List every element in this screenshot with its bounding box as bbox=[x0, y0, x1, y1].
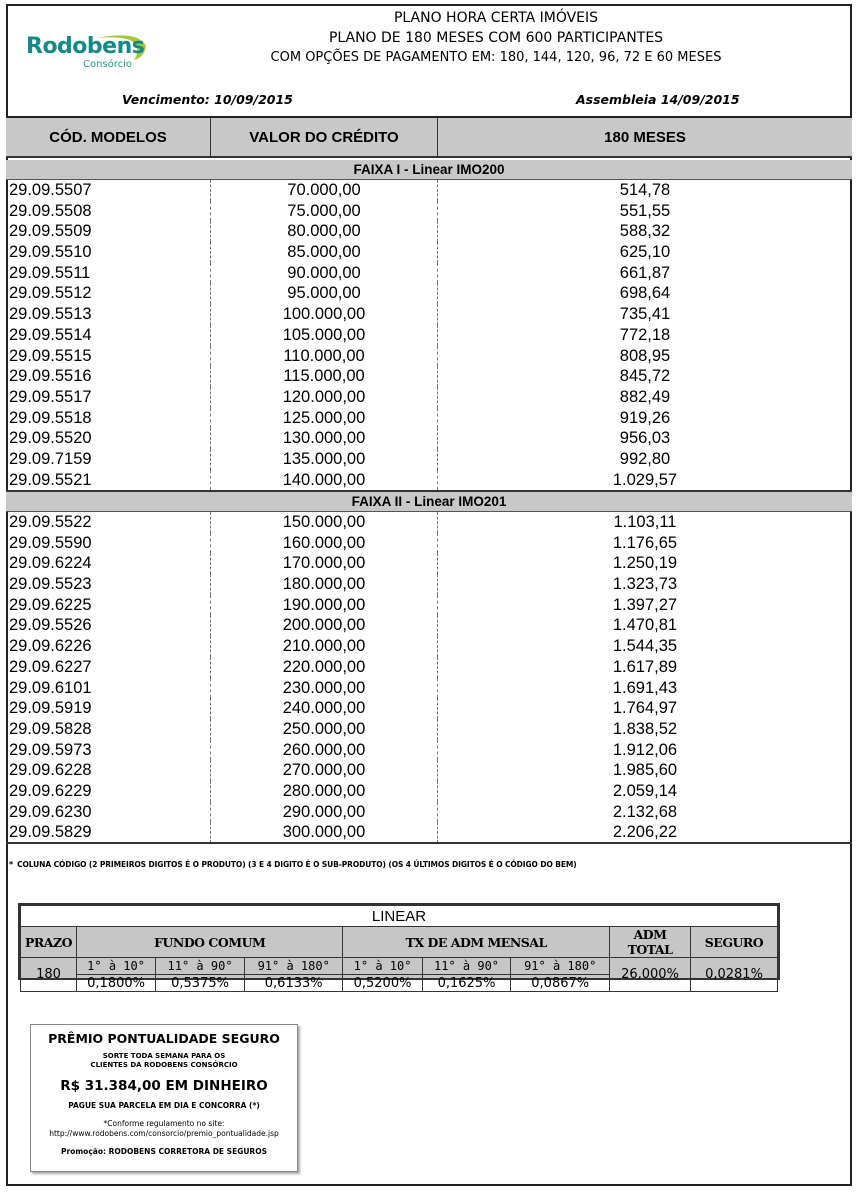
installment-180: 1.838,52 bbox=[612, 719, 678, 738]
installment-180: 661,87 bbox=[619, 263, 671, 282]
table-row bbox=[6, 221, 852, 242]
installment-180: 2.206,22 bbox=[612, 823, 678, 842]
model-code: 29.09.5526 bbox=[6, 615, 211, 636]
installment-180: 1.176,65 bbox=[612, 533, 678, 552]
model-code: 29.09.5507 bbox=[6, 180, 211, 201]
credit-value: 115.000,00 bbox=[211, 366, 438, 387]
model-code: 29.09.5518 bbox=[6, 408, 211, 429]
credit-value: 200.000,00 bbox=[211, 615, 438, 636]
model-code: 29.09.5509 bbox=[6, 221, 211, 242]
fundo-value: 0,5375% bbox=[156, 975, 245, 992]
fundo-range: 11° à 90° bbox=[156, 958, 245, 975]
model-code: 29.09.6228 bbox=[6, 760, 211, 781]
faixa-1-band: FAIXA I - Linear IMO200 bbox=[6, 160, 852, 180]
table-row bbox=[6, 470, 852, 491]
installment-180: 1.764,97 bbox=[612, 699, 678, 718]
installment-180: 956,03 bbox=[619, 429, 671, 448]
document-header bbox=[6, 4, 852, 118]
table-row bbox=[6, 180, 852, 201]
table-row bbox=[6, 553, 852, 574]
installment-180: 845,72 bbox=[619, 367, 671, 386]
logo-brand: Rodobens bbox=[26, 34, 145, 59]
model-code: 29.09.5521 bbox=[6, 470, 211, 491]
tx-range: 11° à 90° bbox=[422, 958, 511, 975]
title-line-1: PLANO HORA CERTA IMÓVEIS bbox=[393, 10, 599, 26]
credit-value: 135.000,00 bbox=[211, 449, 438, 470]
table-row bbox=[6, 346, 852, 367]
table-row bbox=[6, 533, 852, 554]
fundo-value: 0,6133% bbox=[244, 975, 343, 992]
installment-180: 1.029,57 bbox=[612, 470, 678, 489]
model-code: 29.09.5508 bbox=[6, 201, 211, 222]
adm-total-header: ADM TOTAL bbox=[610, 927, 691, 958]
table-row bbox=[6, 242, 852, 263]
table-row bbox=[6, 698, 852, 719]
premio-amount: R$ 31.384,00 EM DINHEIRO bbox=[60, 1078, 268, 1094]
credit-value: 110.000,00 bbox=[211, 346, 438, 367]
installment-180: 735,41 bbox=[619, 305, 671, 324]
model-code: 29.09.7159 bbox=[6, 449, 211, 470]
credit-value: 230.000,00 bbox=[211, 678, 438, 699]
table-row bbox=[6, 283, 852, 304]
credit-value: 260.000,00 bbox=[211, 740, 438, 761]
credit-value: 210.000,00 bbox=[211, 636, 438, 657]
adm-total-value: 26,000% bbox=[610, 958, 691, 992]
model-code: 29.09.6230 bbox=[6, 802, 211, 823]
table-row bbox=[6, 822, 852, 843]
premio-reg-url[interactable]: http://www.rodobens.com/consorcio/premio_pontualidade.jsp bbox=[49, 1129, 279, 1138]
fundo-comum-header: FUNDO COMUM bbox=[77, 927, 343, 958]
fundo-value: 0,1800% bbox=[77, 975, 156, 992]
table-row bbox=[6, 636, 852, 657]
credit-value: 120.000,00 bbox=[211, 387, 438, 408]
table-row bbox=[6, 512, 852, 533]
fundo-range: 91° à 180° bbox=[244, 958, 343, 975]
linear-rates-table bbox=[18, 903, 780, 991]
credit-value: 160.000,00 bbox=[211, 533, 438, 554]
title-line-2: PLANO DE 180 MESES COM 600 PARTICIPANTES bbox=[328, 30, 664, 46]
installment-180: 772,18 bbox=[619, 325, 671, 344]
prazo-header: PRAZO bbox=[21, 927, 77, 958]
model-code: 29.09.5517 bbox=[6, 387, 211, 408]
credit-value: 130.000,00 bbox=[211, 428, 438, 449]
credit-value: 290.000,00 bbox=[211, 802, 438, 823]
credit-value: 150.000,00 bbox=[211, 512, 438, 533]
installment-180: 625,10 bbox=[619, 243, 671, 262]
model-code: 29.09.6225 bbox=[6, 595, 211, 616]
assembleia-date: Assembleia 14/09/2015 bbox=[576, 92, 740, 107]
installment-180: 1.617,89 bbox=[612, 657, 678, 676]
table-row bbox=[6, 263, 852, 284]
model-code: 29.09.5510 bbox=[6, 242, 211, 263]
tx-value: 0,0867% bbox=[511, 975, 610, 992]
model-code: 29.09.5590 bbox=[6, 533, 211, 554]
table-row bbox=[6, 449, 852, 470]
column-header-180-meses: 180 MESES bbox=[604, 128, 686, 146]
installment-180: 2.059,14 bbox=[612, 781, 678, 800]
table-row bbox=[6, 615, 852, 636]
footnote-text: COLUNA CÓDIGO (2 PRIMEIROS DIGITOS É O PRODUTO) (3 E 4 DIGITO É O SUB-PRODUTO) (OS 4 ÚLTIMOS DIGITOS É O CÓDIGO DO BEM) bbox=[17, 860, 577, 869]
model-code: 29.09.6226 bbox=[6, 636, 211, 657]
credit-value: 240.000,00 bbox=[211, 698, 438, 719]
tx-value: 0,1625% bbox=[422, 975, 511, 992]
premio-title: PRÊMIO PONTUALIDADE SEGURO bbox=[48, 1031, 280, 1046]
faixa-2-rows bbox=[6, 512, 852, 843]
table-row bbox=[6, 678, 852, 699]
seguro-header: SEGURO bbox=[691, 927, 778, 958]
tx-range: 91° à 180° bbox=[511, 958, 610, 975]
linear-title: LINEAR bbox=[21, 906, 778, 927]
prazo-value: 180 bbox=[21, 958, 77, 992]
tx-range: 1° à 10° bbox=[343, 958, 422, 975]
installment-180: 919,26 bbox=[619, 408, 671, 427]
table-row bbox=[6, 366, 852, 387]
installment-180: 1.912,06 bbox=[612, 740, 678, 759]
premio-pontualidade-box bbox=[30, 1024, 298, 1172]
model-code: 29.09.5516 bbox=[6, 366, 211, 387]
table-row bbox=[6, 408, 852, 429]
premio-cta: PAGUE SUA PARCELA EM DIA E CONCORRA (*) bbox=[68, 1101, 260, 1110]
table-row bbox=[6, 574, 852, 595]
credit-value: 95.000,00 bbox=[211, 283, 438, 304]
credit-value: 220.000,00 bbox=[211, 657, 438, 678]
premio-line-1: SORTE TODA SEMANA PARA OS bbox=[102, 1052, 226, 1060]
footnote-asterisk: * bbox=[9, 860, 14, 869]
table-row bbox=[6, 595, 852, 616]
table-row bbox=[6, 657, 852, 678]
installment-180: 1.470,81 bbox=[612, 616, 678, 635]
column-header-codigo: CÓD. MODELOS bbox=[6, 118, 211, 156]
installment-180: 588,32 bbox=[619, 222, 671, 241]
installment-180: 1.250,19 bbox=[612, 554, 678, 573]
model-code: 29.09.5513 bbox=[6, 304, 211, 325]
model-code: 29.09.6227 bbox=[6, 657, 211, 678]
credit-value: 85.000,00 bbox=[211, 242, 438, 263]
installment-180: 1.103,11 bbox=[613, 513, 677, 531]
credit-value: 90.000,00 bbox=[211, 263, 438, 284]
logo-sub: Consórcio bbox=[83, 59, 133, 70]
credit-value: 80.000,00 bbox=[211, 221, 438, 242]
table-row bbox=[6, 760, 852, 781]
model-code: 29.09.6224 bbox=[6, 553, 211, 574]
credit-value: 280.000,00 bbox=[211, 781, 438, 802]
model-code: 29.09.5919 bbox=[6, 698, 211, 719]
model-code: 29.09.5511 bbox=[6, 263, 211, 284]
table-row bbox=[6, 325, 852, 346]
credit-value: 250.000,00 bbox=[211, 719, 438, 740]
table-row bbox=[6, 802, 852, 823]
credit-value: 180.000,00 bbox=[211, 574, 438, 595]
model-code: 29.09.5829 bbox=[6, 822, 211, 843]
fundo-range: 1° à 10° bbox=[77, 958, 156, 975]
model-code: 29.09.6101 bbox=[6, 678, 211, 699]
installment-180: 2.132,68 bbox=[612, 802, 678, 821]
model-code: 29.09.5515 bbox=[6, 346, 211, 367]
credit-value: 125.000,00 bbox=[211, 408, 438, 429]
tx-adm-header: TX DE ADM MENSAL bbox=[343, 927, 610, 958]
table-row bbox=[6, 740, 852, 761]
installment-180: 514,78 bbox=[619, 181, 671, 199]
model-code: 29.09.5973 bbox=[6, 740, 211, 761]
installment-180: 1.985,60 bbox=[612, 761, 678, 780]
installment-180: 882,49 bbox=[619, 387, 671, 406]
rodobens-logo bbox=[26, 28, 151, 74]
table-row bbox=[6, 781, 852, 802]
installment-180: 551,55 bbox=[619, 201, 671, 220]
credit-value: 140.000,00 bbox=[211, 470, 438, 491]
credit-value: 300.000,00 bbox=[211, 822, 438, 843]
credit-value: 170.000,00 bbox=[211, 553, 438, 574]
table-row bbox=[6, 387, 852, 408]
table-row bbox=[6, 428, 852, 449]
installment-180: 1.544,35 bbox=[612, 637, 678, 656]
premio-regulamento bbox=[31, 1119, 297, 1139]
premio-line-2: CLIENTES DA RODOBENS CONSÓRCIO bbox=[90, 1061, 238, 1069]
column-header-valor: VALOR DO CRÉDITO bbox=[211, 118, 438, 156]
model-code: 29.09.5522 bbox=[6, 512, 211, 533]
installment-180: 992,80 bbox=[619, 449, 671, 468]
credit-value: 270.000,00 bbox=[211, 760, 438, 781]
codigo-footnote bbox=[9, 860, 577, 869]
premio-subtitle bbox=[31, 1052, 297, 1070]
model-code: 29.09.5828 bbox=[6, 719, 211, 740]
faixa-2-band: FAIXA II - Linear IMO201 bbox=[6, 490, 852, 512]
table-row bbox=[6, 304, 852, 325]
model-code: 29.09.5523 bbox=[6, 574, 211, 595]
model-code: 29.09.5520 bbox=[6, 428, 211, 449]
faixa-1-rows bbox=[6, 180, 852, 490]
table-bottom-divider bbox=[6, 842, 852, 844]
premio-promo: Promoção: RODOBENS CORRETORA DE SEGUROS bbox=[61, 1147, 267, 1156]
installment-180: 1.397,27 bbox=[612, 595, 678, 614]
table-column-headers bbox=[6, 118, 852, 158]
credit-value: 100.000,00 bbox=[211, 304, 438, 325]
credit-value: 75.000,00 bbox=[211, 201, 438, 222]
model-code: 29.09.5514 bbox=[6, 325, 211, 346]
installment-180: 698,64 bbox=[619, 284, 671, 303]
credit-value: 70.000,00 bbox=[211, 180, 438, 201]
title-block bbox=[166, 8, 826, 68]
installment-180: 1.691,43 bbox=[612, 678, 678, 697]
tx-value: 0,5200% bbox=[343, 975, 422, 992]
table-row bbox=[6, 201, 852, 222]
title-line-3: COM OPÇÕES DE PAGAMENTO EM: 180, 144, 120, 96, 72 E 60 MESES bbox=[270, 50, 722, 65]
credit-value: 190.000,00 bbox=[211, 595, 438, 616]
installment-180: 1.323,73 bbox=[612, 575, 678, 594]
model-code: 29.09.6229 bbox=[6, 781, 211, 802]
model-code: 29.09.5512 bbox=[6, 283, 211, 304]
vencimento-date: Vencimento: 10/09/2015 bbox=[122, 92, 293, 107]
installment-180: 808,95 bbox=[619, 346, 671, 365]
seguro-value: 0,0281% bbox=[691, 958, 778, 992]
credit-value: 105.000,00 bbox=[211, 325, 438, 346]
premio-reg-line: *Conforme regulamento no site: bbox=[103, 1119, 225, 1128]
table-row bbox=[6, 719, 852, 740]
